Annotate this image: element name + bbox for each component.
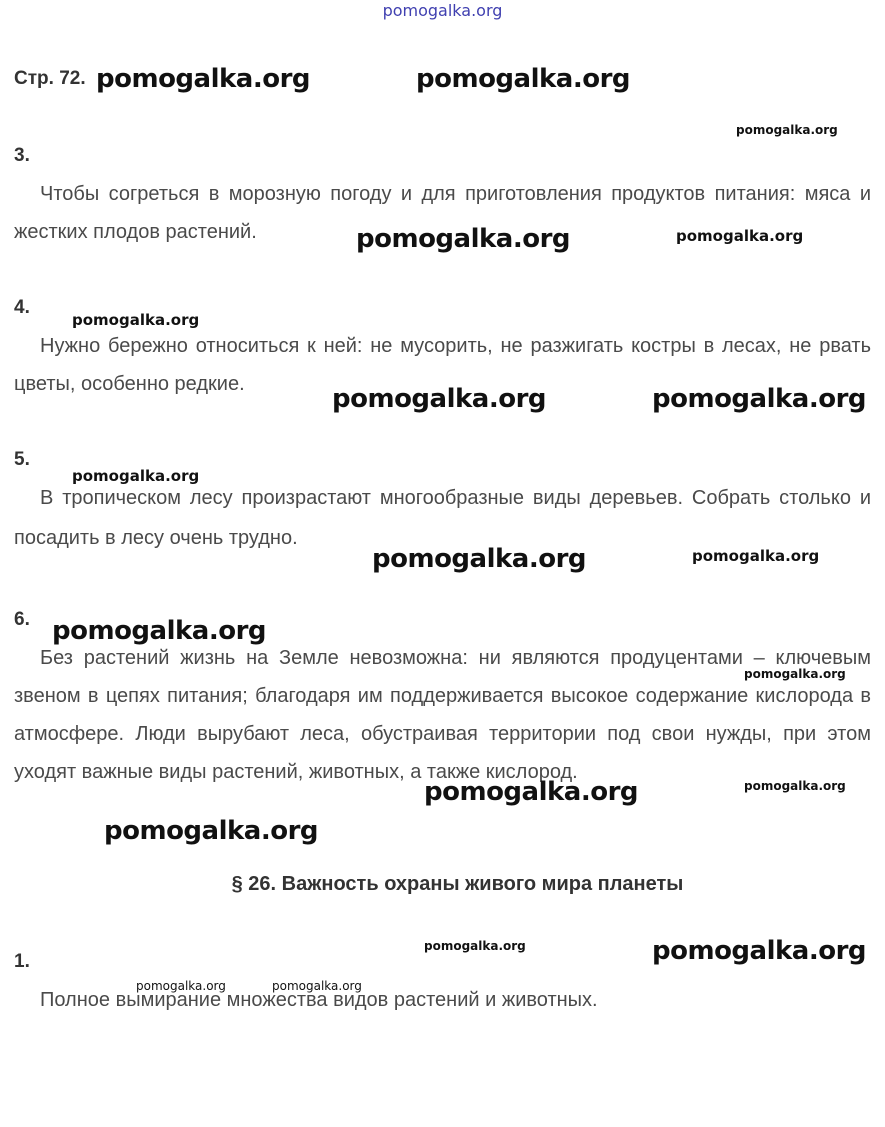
- watermark-overlay: pomogalka.org: [744, 779, 846, 793]
- watermark-overlay: pomogalka.org: [72, 467, 200, 485]
- watermark-overlay: pomogalka.org: [104, 816, 319, 846]
- watermark-overlay: pomogalka.org: [652, 384, 867, 414]
- answer-text-5: В тропическом лесу произрастают многообразные виды деревьев. Собрать столько и посадить в лесу очень трудно.: [14, 487, 871, 549]
- section-answer-text-1: Полное вымирание множества видов растений и животных.: [40, 989, 598, 1011]
- watermark-overlay: pomogalka.org: [424, 939, 526, 953]
- watermark-overlay: pomogalka.org: [692, 547, 820, 565]
- answer-number-6: 6.: [14, 609, 30, 630]
- answer-number-4: 4.: [14, 297, 30, 318]
- section-heading: § 26. Важность охраны живого мира планеты: [231, 873, 684, 895]
- answer-text-6: Без растений жизнь на Земле невозможна: ни являются продуцентами – ключевым звеном в цепях питания; благодаря им поддерживается высокое содержание кислорода в атмосфере. Люди вырубают леса, обустраивая территории под свои нужды, при этом уходят важные виды растений, животных, а также кислород.: [14, 647, 871, 783]
- answer-number-5: 5.: [14, 449, 30, 470]
- watermark-overlay: pomogalka.org: [416, 64, 631, 94]
- watermark-overlay: pomogalka.org: [72, 311, 200, 329]
- watermark-overlay: pomogalka.org: [372, 544, 587, 574]
- watermark-overlay: pomogalka.org: [96, 64, 311, 94]
- section-answer-number-1: 1.: [14, 951, 30, 972]
- watermark-overlay: pomogalka.org: [136, 979, 226, 993]
- watermark-overlay: pomogalka.org: [52, 616, 267, 646]
- answer-text-3: Чтобы согреться в морозную погоду и для приготовления продуктов питания: мяса и жестких плодов растений.: [14, 183, 871, 243]
- watermark-overlay: pomogalka.org: [356, 224, 571, 254]
- answer-text-4: Нужно бережно относиться к ней: не мусорить, не разжигать костры в лесах, не рвать цветы, особенно редкие.: [14, 335, 871, 395]
- answer-number-3: 3.: [14, 145, 30, 166]
- watermark-overlay: pomogalka.org: [424, 777, 639, 807]
- watermark-overlay: pomogalka.org: [332, 384, 547, 414]
- watermark-overlay: pomogalka.org: [676, 227, 804, 245]
- watermark-overlay: pomogalka.org: [744, 667, 846, 681]
- watermark-overlay: pomogalka.org: [272, 979, 362, 993]
- watermark-top: pomogalka.org: [382, 1, 503, 20]
- watermark-overlay: pomogalka.org: [652, 936, 867, 966]
- watermark-overlay: pomogalka.org: [736, 123, 838, 137]
- page-reference: Стр. 72.: [14, 68, 86, 89]
